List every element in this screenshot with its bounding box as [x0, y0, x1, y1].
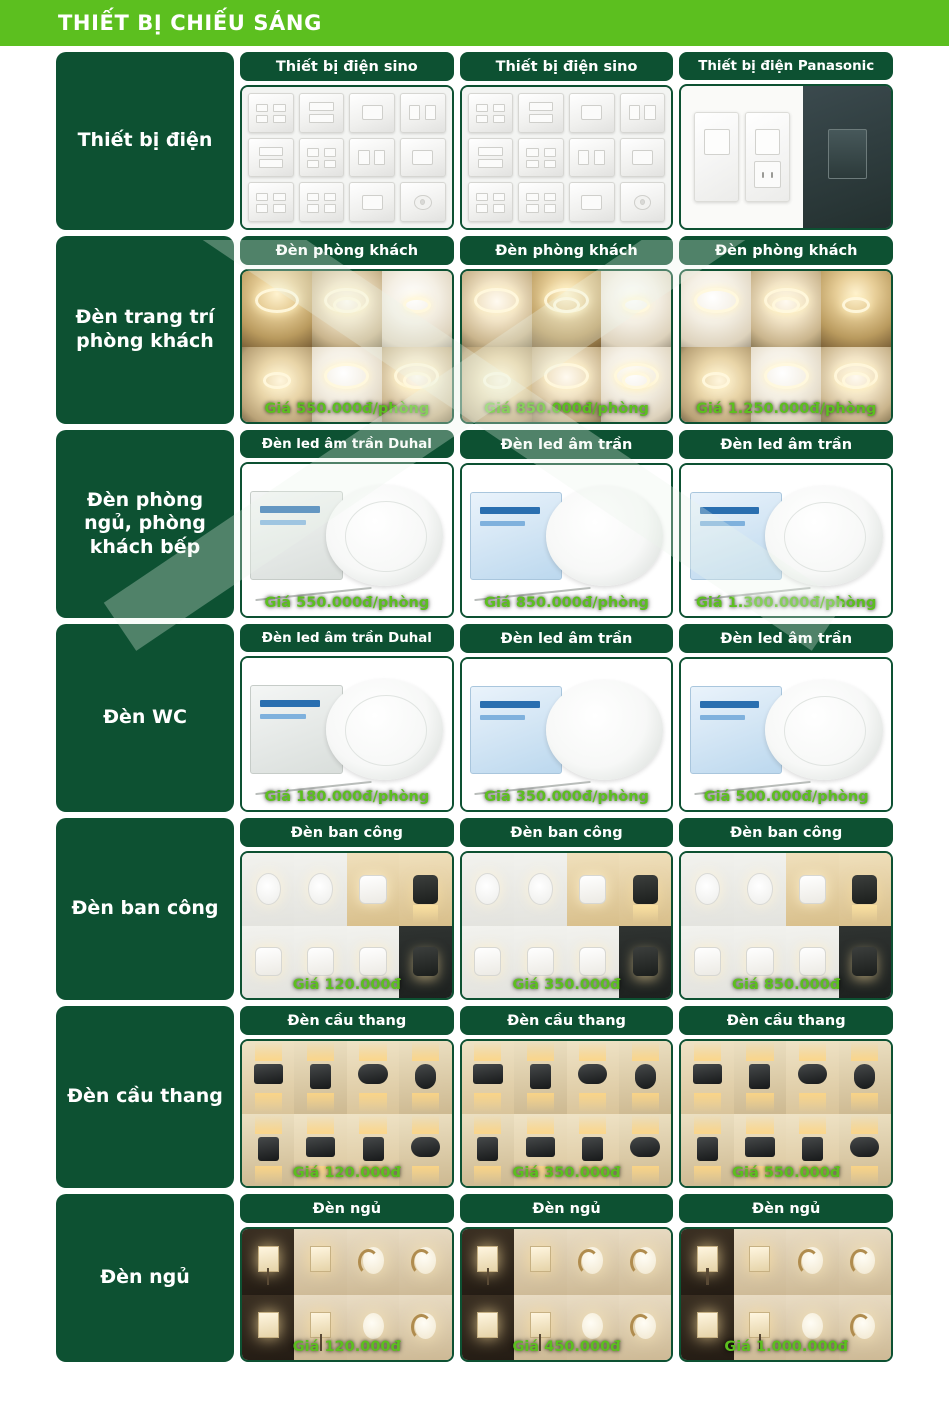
cell-image-panel: [460, 1227, 674, 1362]
photo: [601, 271, 671, 347]
cell-image-panel: [460, 269, 674, 424]
photo: [399, 1041, 451, 1114]
switch-item: [518, 182, 564, 222]
living-room-light-photo: [242, 271, 452, 422]
photo: [734, 1041, 786, 1114]
photo: [462, 1229, 514, 1295]
switch-item: [468, 182, 514, 222]
cell-title: Đèn led âm trần: [679, 430, 893, 459]
photo: [462, 271, 532, 347]
cell-title: Đèn phòng khách: [679, 236, 893, 265]
row-label: Đèn phòng ngủ, phòng khách bếp: [56, 430, 234, 618]
cell-title: Đèn ngủ: [240, 1194, 454, 1223]
stair-light-photo: [681, 1041, 891, 1186]
switch-photo: [462, 87, 672, 228]
cell-image-panel: [679, 84, 893, 230]
downlight-photo: [681, 659, 891, 810]
product-table: [0, 46, 949, 1368]
price-label: Giá 550.000đ: [732, 1165, 841, 1181]
price-label: Giá 850.000đ/phòng: [484, 401, 649, 417]
panasonic-switch-photo: [681, 86, 891, 228]
cell-image-panel: [460, 1039, 674, 1188]
row-label: Đèn ban công: [56, 818, 234, 1000]
cell-title: Đèn led âm trần: [460, 430, 674, 459]
photo: [294, 853, 346, 926]
photo: [347, 1229, 399, 1295]
product-cell[interactable]: [679, 236, 893, 424]
photo: [567, 853, 619, 926]
cell-image-panel: [679, 463, 893, 618]
table-row: [56, 818, 893, 1000]
bedroom-light-photo: [462, 1229, 672, 1360]
price-label: Giá 850.000đ: [732, 977, 841, 993]
photo: [786, 1229, 838, 1295]
photo: [839, 1041, 891, 1114]
row-cells: [240, 1194, 893, 1362]
balcony-light-photo: [242, 853, 452, 998]
photo: [514, 1041, 566, 1114]
product-cell[interactable]: [679, 430, 893, 618]
cell-image-panel: [679, 1227, 893, 1362]
product-cell[interactable]: [460, 430, 674, 618]
photo: [619, 1041, 671, 1114]
cell-title: Thiết bị điện sino: [460, 52, 674, 81]
product-cell[interactable]: [679, 52, 893, 230]
cell-image-panel: [679, 657, 893, 812]
price-label: Giá 120.000đ: [292, 1165, 401, 1181]
switch-item: [620, 93, 666, 133]
row-cells: [240, 624, 893, 812]
downlight-photo: [681, 465, 891, 616]
product-cell[interactable]: [240, 236, 454, 424]
row-label: Đèn WC: [56, 624, 234, 812]
price-label: Giá 550.000đ/phòng: [264, 595, 430, 611]
price-label: Giá 500.000đ/phòng: [703, 789, 869, 805]
led-panel: [765, 486, 882, 586]
price-label: Giá 120.000đ: [292, 1339, 401, 1355]
photo: [312, 271, 382, 347]
balcony-light-photo: [681, 853, 891, 998]
living-room-light-photo: [681, 271, 891, 422]
photo: [462, 853, 514, 926]
row-cells: [240, 818, 893, 1000]
switch-item: [349, 93, 395, 133]
price-label: Giá 550.000đ/phòng: [264, 401, 430, 417]
balcony-light-photo: [462, 853, 672, 998]
switch-item: [468, 138, 514, 178]
cell-title: Đèn phòng khách: [240, 236, 454, 265]
cell-image-panel: [240, 462, 454, 618]
photo: [619, 1229, 671, 1295]
product-cell[interactable]: [240, 1194, 454, 1362]
product-cell[interactable]: [679, 624, 893, 812]
table-row: [56, 624, 893, 812]
cell-title: Thiết bị điện Panasonic: [679, 52, 893, 80]
photo: [786, 853, 838, 926]
cell-title: Đèn cầu thang: [240, 1006, 454, 1035]
cell-image-panel: [240, 656, 454, 812]
photo: [399, 1229, 451, 1295]
cell-image-panel: [679, 1039, 893, 1188]
cell-title: Đèn led âm trần: [460, 624, 674, 653]
product-cell[interactable]: [460, 624, 674, 812]
table-row: [56, 52, 893, 230]
photo: [567, 1229, 619, 1295]
photo: [242, 853, 294, 926]
row-label: Đèn cầu thang: [56, 1006, 234, 1188]
downlight-photo: [462, 465, 672, 616]
product-cell[interactable]: [240, 624, 454, 812]
price-label: Giá 350.000đ: [512, 977, 621, 993]
photo: [294, 1041, 346, 1114]
switch-item: [349, 182, 395, 222]
photo: [294, 1229, 346, 1295]
cell-title: Đèn cầu thang: [460, 1006, 674, 1035]
switch-item: [400, 182, 446, 222]
switch-item: [468, 93, 514, 133]
living-room-light-photo: [462, 271, 672, 422]
cell-image-panel: [460, 851, 674, 1000]
product-cell[interactable]: [240, 1006, 454, 1188]
photo: [242, 271, 312, 347]
switch-item: [518, 138, 564, 178]
row-label: Đèn trang trí phòng khách: [56, 236, 234, 424]
cell-image-panel: [240, 1227, 454, 1362]
price-label: Giá 450.000đ: [512, 1339, 621, 1355]
photo: [786, 1041, 838, 1114]
switch-item: [248, 182, 294, 222]
price-label: Giá 350.000đ/phòng: [484, 789, 649, 805]
switch-item: [620, 138, 666, 178]
row-cells: [240, 1006, 893, 1188]
product-cell[interactable]: [240, 52, 454, 230]
table-row: [56, 430, 893, 618]
photo: [681, 853, 733, 926]
cell-title: Đèn led âm trần Duhal: [240, 624, 454, 652]
price-label: Giá 120.000đ: [292, 977, 401, 993]
photo: [681, 271, 751, 347]
panasonic-scene: [681, 86, 891, 228]
switch-item: [400, 93, 446, 133]
switch-item: [400, 138, 446, 178]
switch-item: [569, 138, 615, 178]
switch-photo: [242, 87, 452, 228]
led-panel: [326, 485, 443, 585]
dark-wall-area: [803, 86, 891, 228]
price-label: Giá 350.000đ: [512, 1165, 621, 1181]
product-cell[interactable]: [460, 52, 674, 230]
row-cells: [240, 236, 893, 424]
led-panel: [546, 486, 663, 586]
photo: [462, 1041, 514, 1114]
cell-image-panel: [240, 1039, 454, 1188]
photo: [681, 1041, 733, 1114]
wall-plate-area: [681, 86, 803, 228]
cell-image-panel: [460, 657, 674, 812]
switch-item: [694, 112, 739, 202]
switch-item: [349, 138, 395, 178]
switch-item: [248, 93, 294, 133]
photo: [751, 271, 821, 347]
stair-light-photo: [462, 1041, 672, 1186]
photo: [347, 1041, 399, 1114]
row-cells: [240, 52, 893, 230]
photo: [382, 271, 452, 347]
switch-item: [299, 93, 345, 133]
price-label: Giá 850.000đ/phòng: [484, 595, 649, 611]
cell-image-panel: [460, 85, 674, 230]
bedroom-light-photo: [681, 1229, 891, 1360]
price-label: Giá 1.300.000đ/phòng: [695, 595, 877, 611]
cell-title: Đèn ban công: [240, 818, 454, 847]
cell-image-panel: [240, 851, 454, 1000]
cell-image-panel: [679, 269, 893, 424]
socket-item: [745, 112, 790, 202]
switch-item: [569, 93, 615, 133]
photo: [734, 853, 786, 926]
cell-title: Đèn cầu thang: [679, 1006, 893, 1035]
photo: [514, 1229, 566, 1295]
table-row: [56, 1006, 893, 1188]
product-cell[interactable]: [679, 818, 893, 1000]
led-panel: [765, 680, 882, 780]
switch-item: [518, 93, 564, 133]
product-cell[interactable]: [460, 1006, 674, 1188]
cell-title: Đèn ban công: [679, 818, 893, 847]
product-cell[interactable]: [240, 430, 454, 618]
row-label: Thiết bị điện: [56, 52, 234, 230]
cell-title: Thiết bị điện sino: [240, 52, 454, 81]
photo: [347, 853, 399, 926]
switch-item: [299, 182, 345, 222]
row-cells: [240, 430, 893, 618]
bedroom-light-photo: [242, 1229, 452, 1360]
downlight-photo: [242, 658, 452, 810]
photo: [839, 853, 891, 926]
photo: [242, 1229, 294, 1295]
product-cell[interactable]: [240, 818, 454, 1000]
switch-grid: [462, 87, 672, 228]
product-cell[interactable]: [460, 236, 674, 424]
photo: [514, 853, 566, 926]
photo: [821, 271, 891, 347]
photo: [839, 1229, 891, 1295]
product-cell[interactable]: [679, 1006, 893, 1188]
photo: [681, 1229, 733, 1295]
led-panel: [326, 679, 443, 779]
cell-title: Đèn ban công: [460, 818, 674, 847]
switch-item: [248, 138, 294, 178]
switch-item: [299, 138, 345, 178]
cell-title: Đèn ngủ: [679, 1194, 893, 1223]
table-row: [56, 1194, 893, 1362]
photo: [532, 271, 602, 347]
downlight-photo: [242, 464, 452, 616]
price-label: Giá 180.000đ/phòng: [264, 789, 430, 805]
price-label: Giá 1.250.000đ/phòng: [695, 401, 877, 417]
page-title: THIẾT BỊ CHIẾU SÁNG: [58, 11, 322, 35]
row-label: Đèn ngủ: [56, 1194, 234, 1362]
cell-image-panel: [240, 85, 454, 230]
page-header: [0, 0, 949, 46]
price-label: Giá 1.000.000đ: [724, 1339, 849, 1355]
switch-grid: [242, 87, 452, 228]
product-cell[interactable]: [679, 1194, 893, 1362]
stair-light-photo: [242, 1041, 452, 1186]
cell-title: Đèn led âm trần: [679, 624, 893, 653]
cell-title: Đèn led âm trần Duhal: [240, 430, 454, 458]
photo: [619, 853, 671, 926]
photo: [734, 1229, 786, 1295]
cell-image-panel: [679, 851, 893, 1000]
led-panel: [546, 680, 663, 780]
cell-title: Đèn ngủ: [460, 1194, 674, 1223]
table-row: [56, 236, 893, 424]
cell-image-panel: [240, 269, 454, 424]
photo: [567, 1041, 619, 1114]
switch-item: [620, 182, 666, 222]
photo: [242, 1041, 294, 1114]
switch-item: [569, 182, 615, 222]
downlight-photo: [462, 659, 672, 810]
product-cell[interactable]: [460, 818, 674, 1000]
photo: [399, 853, 451, 926]
cell-title: Đèn phòng khách: [460, 236, 674, 265]
cell-image-panel: [460, 463, 674, 618]
product-cell[interactable]: [460, 1194, 674, 1362]
